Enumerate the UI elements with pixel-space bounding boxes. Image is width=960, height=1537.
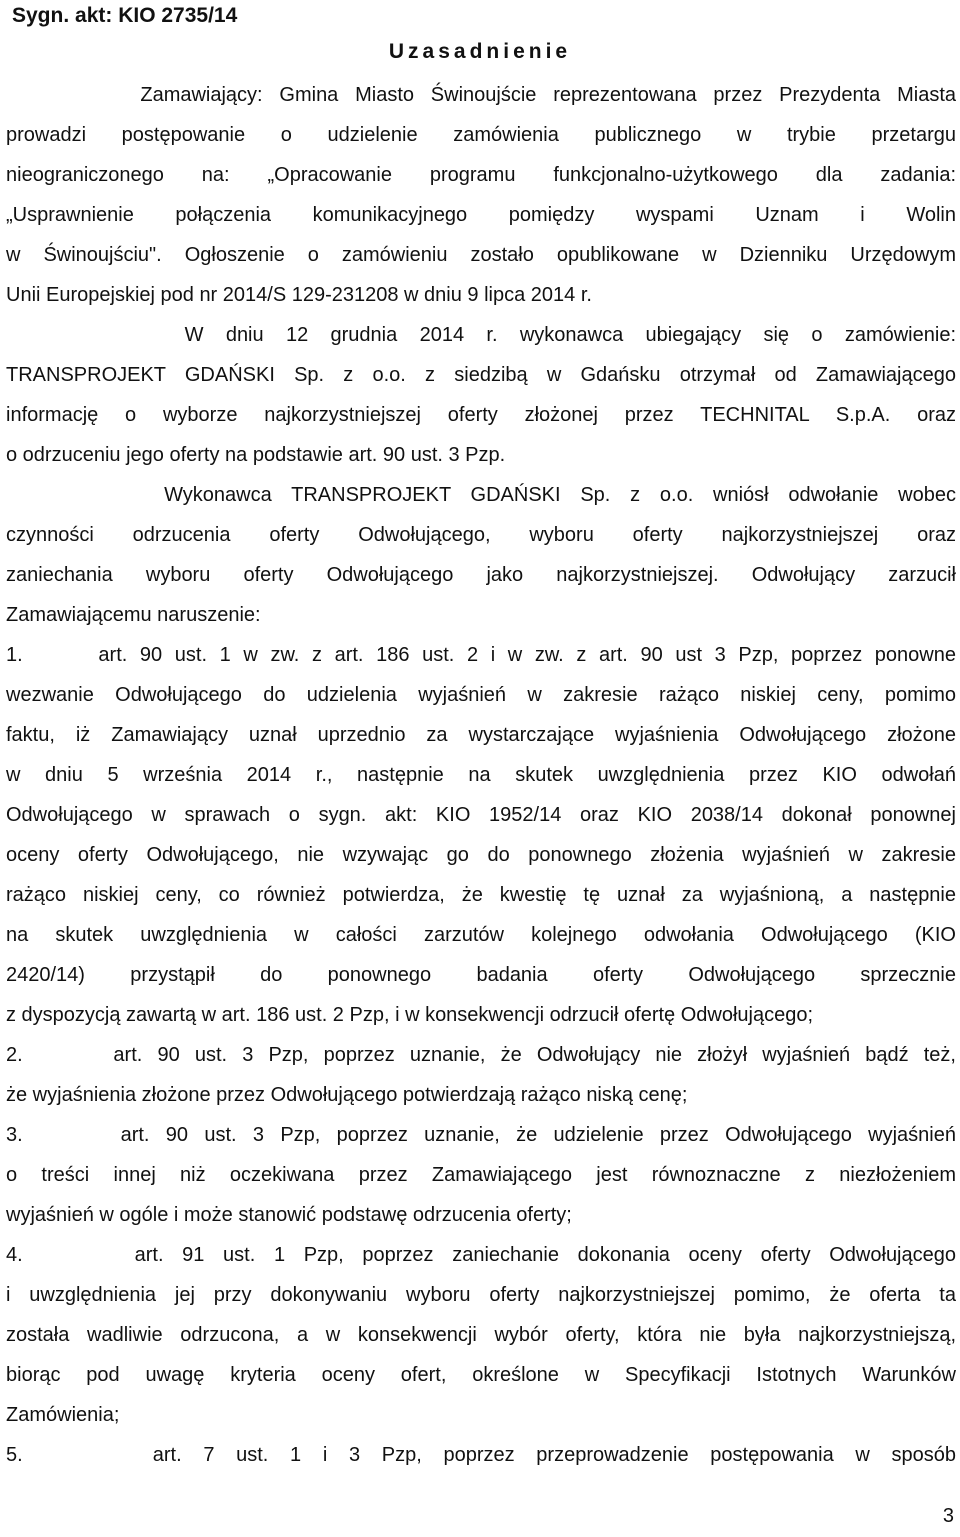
text-line: nieograniczonego na: „Opracowanie programu funkcjonalno-użytkowego dla zadania:	[6, 164, 956, 186]
text-line: o odrzuceniu jego oferty na podstawie art. 90 ust. 3 Pzp.	[6, 444, 506, 466]
text-line: Zamawiającemu naruszenie:	[6, 604, 261, 626]
text-line: oceny oferty Odwołującego, nie wzywając go do ponownego złożenia wyjaśnień w zakresie	[6, 844, 956, 866]
text-line: biorąc pod uwagę kryteria oceny ofert, określone w Specyfikacji Istotnych Warunków	[6, 1364, 956, 1386]
text-line: Zamawiający: Gmina Miasto Świnoujście reprezentowana przez Prezydenta Miasta	[6, 84, 956, 106]
text-line: i uwzględnienia jej przy dokonywaniu wyboru oferty najkorzystniejszej pomimo, że oferta ta	[6, 1284, 956, 1306]
text-line: wezwanie Odwołującego do udzielenia wyjaśnień w zakresie rażąco niskiej ceny, pomimo	[6, 684, 956, 706]
text-line: o treści innej niż oczekiwana przez Zamawiającego jest równoznaczne z niezłożeniem	[6, 1164, 956, 1186]
text-line: w Świnoujściu". Ogłoszenie o zamówieniu zostało opublikowane w Dzienniku Urzędowym	[6, 244, 956, 266]
text-line: czynności odrzucenia oferty Odwołującego, wyboru oferty najkorzystniejszej oraz	[6, 524, 956, 546]
text-line: „Usprawnienie połączenia komunikacyjnego pomiędzy wyspami Uznam i Wolin	[6, 204, 956, 226]
text-line: 2420/14) przystąpił do ponownego badania oferty Odwołującego sprzecznie	[6, 964, 956, 986]
text-line: 2. art. 90 ust. 3 Pzp, poprzez uznanie, że Odwołujący nie złożył wyjaśnień bądź też,	[6, 1044, 956, 1066]
text-line: z dyspozycją zawartą w art. 186 ust. 2 Pzp, i w konsekwencji odrzucił ofertę Odwołującego;	[6, 1004, 814, 1026]
text-line: faktu, iż Zamawiający uznał uprzednio za wystarczające wyjaśnienia Odwołującego złożone	[6, 724, 956, 746]
text-line: 5. art. 7 ust. 1 i 3 Pzp, poprzez przeprowadzenie postępowania w sposób	[6, 1444, 956, 1466]
case-signature: Sygn. akt: KIO 2735/14	[12, 4, 238, 27]
text-line: Odwołującego w sprawach o sygn. akt: KIO 1952/14 oraz KIO 2038/14 dokonał ponownej	[6, 804, 956, 826]
text-line: że wyjaśnienia złożone przez Odwołującego potwierdzają rażąco niską cenę;	[6, 1084, 688, 1106]
text-line: Wykonawca TRANSPROJEKT GDAŃSKI Sp. z o.o. wniósł odwołanie wobec	[6, 484, 956, 506]
text-line: zaniechania wyboru oferty Odwołującego jako najkorzystniejszej. Odwołujący zarzucił	[6, 564, 956, 586]
text-line: wyjaśnień w ogóle i może stanowić podstawę odrzucenia oferty;	[6, 1204, 572, 1226]
text-line: Zamówienia;	[6, 1404, 120, 1426]
document-body	[6, 75, 956, 1475]
text-line: rażąco niskiej ceny, co również potwierdza, że kwestię tę uznał za wyjaśnioną, a następnie	[6, 884, 956, 906]
text-line: prowadzi postępowanie o udzielenie zamówienia publicznego w trybie przetargu	[6, 124, 956, 146]
text-line: Unii Europejskiej pod nr 2014/S 129-231208 w dniu 9 lipca 2014 r.	[6, 284, 592, 306]
text-line: 4. art. 91 ust. 1 Pzp, poprzez zaniechanie dokonania oceny oferty Odwołującego	[6, 1244, 956, 1266]
text-line: TRANSPROJEKT GDAŃSKI Sp. z o.o. z siedzibą w Gdańsku otrzymał od Zamawiającego	[6, 364, 956, 386]
text-line: w dniu 5 września 2014 r., następnie na skutek uwzględnienia przez KIO odwołań	[6, 764, 956, 786]
text-line: 1. art. 90 ust. 1 w zw. z art. 186 ust. 2 i w zw. z art. 90 ust 3 Pzp, poprzez ponowne	[6, 644, 956, 666]
text-line: W dniu 12 grudnia 2014 r. wykonawca ubiegający się o zamówienie:	[6, 324, 956, 346]
text-line: informację o wyborze najkorzystniejszej oferty złożonej przez TECHNITAL S.p.A. oraz	[6, 404, 956, 426]
page-number: 3	[942, 1505, 954, 1527]
text-line: została wadliwie odrzucona, a w konsekwencji wybór oferty, która nie była najkorzystniejszą,	[6, 1324, 956, 1346]
text-line: na skutek uwzględnienia w całości zarzutów kolejnego odwołania Odwołującego (KIO	[6, 924, 956, 946]
text-line: 3. art. 90 ust. 3 Pzp, poprzez uznanie, że udzielenie przez Odwołującego wyjaśnień	[6, 1124, 956, 1146]
section-heading: Uzasadnienie	[388, 40, 572, 63]
